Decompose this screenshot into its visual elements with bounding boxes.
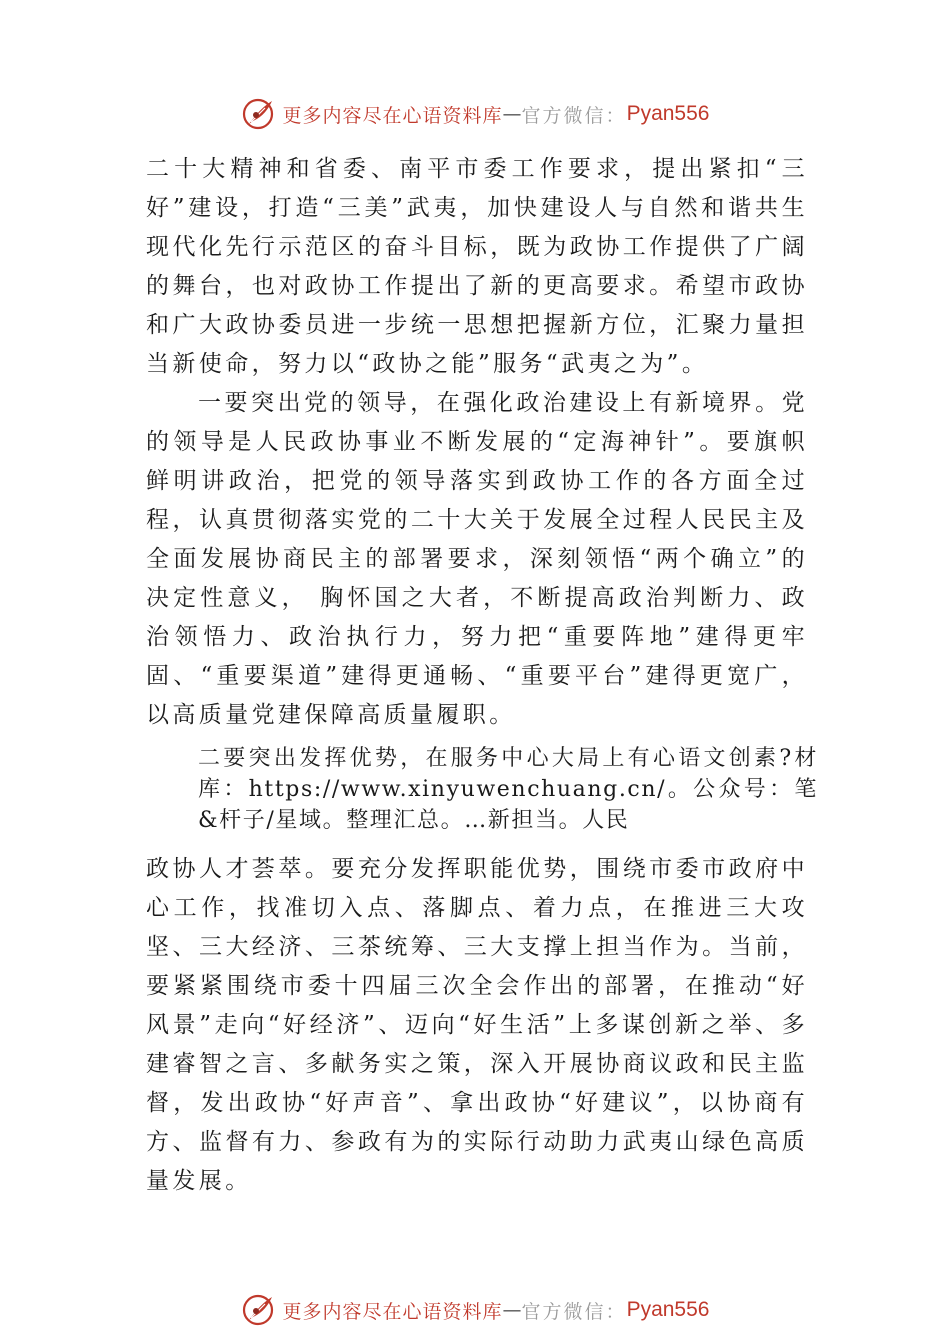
banner-wechat-id: Pyan556 xyxy=(626,1298,710,1321)
banner-brand: 更多内容尽在心语资料库 xyxy=(282,1300,503,1323)
quill-logo-icon xyxy=(241,1292,277,1328)
document-body xyxy=(146,150,818,1201)
header-banner xyxy=(0,92,950,136)
banner-separator: — xyxy=(502,103,522,125)
paragraph-watermark-notice: 二要突出发挥优势，在服务中心大局上有心语文创素?材库：https://www.xinyuwenchuang.cn/。公众号：笔&杆子/星域。整理汇总。…新担当。人民 xyxy=(198,746,818,833)
banner-brand: 更多内容尽在心语资料库 xyxy=(282,104,503,127)
paragraph-party-leadership: 一要突出党的领导，在强化政治建设上有新境界。党的领导是人民政协事业不断发展的“定海神针”。要旗帜鲜明讲政治，把党的领导落实到政协工作的各方面全过程，认真贯彻落实党的二十大关于发展全过程人民民主及全面发展协商民主的部署要求，深刻领悟“两个确立”的决定性意义， 胸怀国之大者，不断提高政治判断力、政治领悟力、政治执行力，努力把“重要阵地”建得更牢固、“重要渠道”建得更通畅、“重要平台”建得更宽广，以高质量党建保障高质量履职。 xyxy=(146,390,808,728)
paragraph-intro: 二十大精神和省委、南平市委工作要求，提出紧扣“三好”建设，打造“三美”武夷，加快建设人与自然和谐共生现代化先行示范区的奋斗目标，既为政协工作提供了广阔的舞台，也对政协工作提出了新的更高要求。希望市政协和广大政协委员进一步统一思想把握新方位，汇聚力量担当新使命，努力以“政协之能”服务“武夷之为”。 xyxy=(146,156,808,377)
banner-separator: — xyxy=(502,1299,522,1321)
paragraph-advantages: 政协人才荟萃。要充分发挥职能优势，围绕市委市政府中心工作，找准切入点、落脚点、着力点，在推进三大攻坚、三大经济、三茶统筹、三大支撑上担当作为。当前，要紧紧围绕市委十四届三次全会作出的部署，在推动“好风景”走向“好经济”、迈向“好生活”上多谋创新之举、多建睿智之言、多献务实之策，深入开展协商议政和民主监督，发出政协“好声音”、拿出政协“好建议”，以协商有方、监督有力、参政有为的实际行动助力武夷山绿色高质量发展。 xyxy=(146,856,808,1194)
quill-logo-icon xyxy=(241,96,277,132)
footer-banner xyxy=(0,1288,950,1332)
banner-label: 官方微信： xyxy=(521,1300,627,1323)
banner-wechat-id: Pyan556 xyxy=(626,102,710,125)
banner-label: 官方微信： xyxy=(521,104,627,127)
